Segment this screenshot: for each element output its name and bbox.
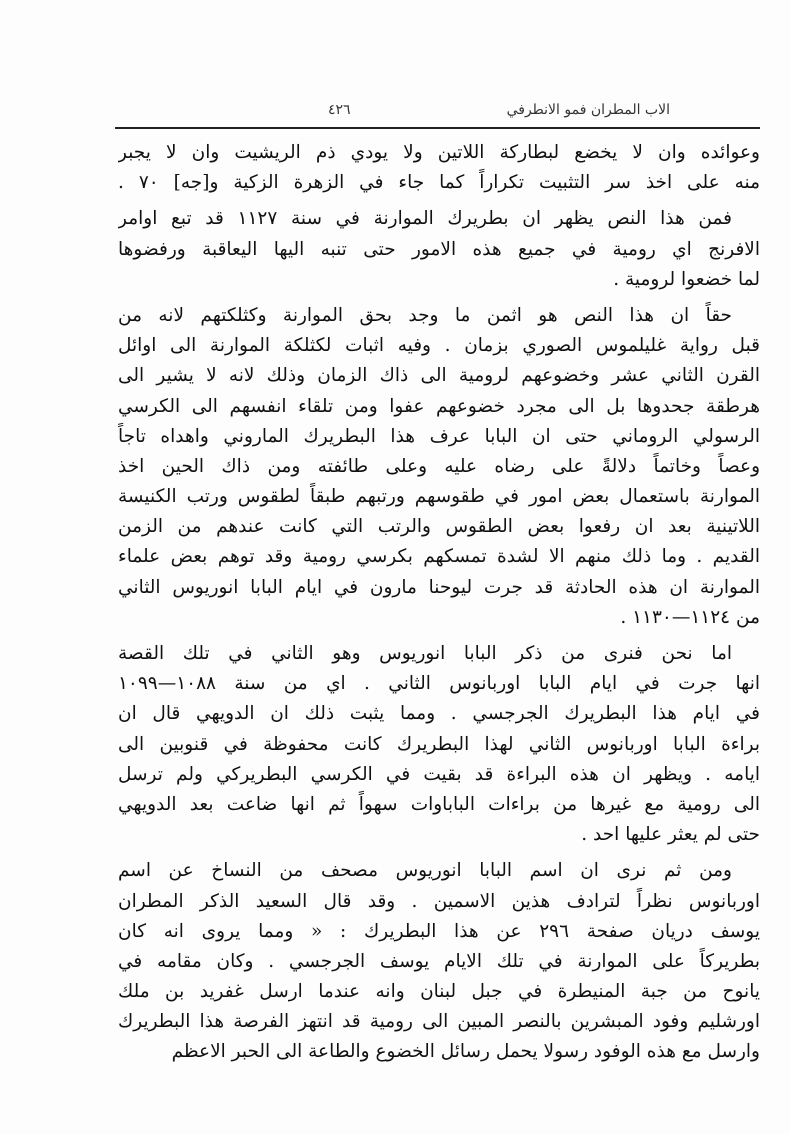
text-line: وعصاً وخاتماً دلالةً على رضاه عليه وعلى طائفته ومن ذاك الحين اخذ [118,455,760,477]
paragraph [118,856,760,1067]
text-line: قبل رواية غليلموس الصوري بزمان . وفيه اثبات لكثلكة الموارنة الى اوائل [118,335,760,357]
text-line: منه على اخذ سر التثبيت تكراراً كما جاء في الزهرة الزكية و[جه] ٧٠ . [118,172,760,194]
text-line: حقاً ان هذا النص هو اثمن ما وجد بحق الموارنة وكثلكتهم لانه من [118,304,732,326]
text-line: براءة البابا اوربانوس الثاني لهذا البطريرك كانت محفوظة في قنوبين الى [118,733,760,755]
paragraph [118,138,760,198]
text-line: حتى لم يعثر عليها احد . [581,824,760,846]
body-text [118,138,760,1074]
page-number: ٤٢٦ [328,102,351,118]
text-line: الرسولي الروماني حتى ان البابا عرف هذا البطريرك الماروني واهداه تاجاً [118,425,760,447]
text-line: من ١١٢٤—١١٣٠ . [620,606,760,628]
text-line: اما نحن فنرى من ذكر البابا انوريوس وهو الثاني في تلك القصة [118,643,732,664]
text-line: فمن هذا النص يظهر ان بطريرك الموارنة في سنة ١١٢٧ قد تبع اوامر [118,208,732,230]
running-title: الاب المطران فمو الانطرفي [506,102,670,118]
text-line: يانوح من جبة المنيطرة في جبل لبنان وانه عندما ارسل غفريد بن ملك [118,981,760,1003]
text-line: اللاتينية بعد ان رفعوا بعض الطقوس والرتب التي كانت عندهم من الزمن [118,516,760,538]
text-line: لما خضعوا لرومية . [613,268,760,290]
text-line: انها جرت في ايام البابا اوربانوس الثاني . اي من سنة ١٠٨٨—١٠٩٩ [118,673,760,695]
text-line: يوسف دريان صفحة ٢٩٦ عن هذا البطريرك : « ومما يروى انه كان [118,920,760,942]
text-line: القديم . وما ذلك منهم الا لشدة تمسكهم بكرسي رومية وقد توهم بعض علماء [118,546,760,568]
paragraph [118,204,760,295]
text-line: وارسل مع هذه الوفود رسولا يحمل رسائل الخضوع والطاعة الى الحبر الاعظم [171,1041,760,1063]
text-line: بطريركاً على الموارنة في تلك الايام يوسف الجرجسي . وكان مقامه في [118,950,760,972]
text-line: اورشليم وفود المبشرين بالنصر المبين الى رومية قد انتهز الفرصة هذا البطريرك [118,1011,760,1033]
paragraph [118,301,760,633]
text-line: ايامه . ويظهر ان هذه البراءة قد بقيت في الكرسي البطريركي ولم ترسل [118,763,760,785]
text-line: القرن الثاني عشر وخضوعهم لرومية الى ذاك الزمان وذلك لانه لا يشير الى [118,365,760,387]
text-line: هرطقة جحدوها بل الى مجرد خضوعهم عفوا ومن تلقاء انفسهم الى الكرسي [118,395,760,417]
text-line: الموارنة باستعمال بعض امور في طقوسهم ورتبهم طبقاً لطقوس ورتب الكنيسة [118,486,760,508]
text-line: الموارنة ان هذه الحادثة قد جرت ليوحنا مارون في ايام البابا انوريوس الثاني [118,576,760,598]
text-line: اوربانوس نظراً لترادف هذين الاسمين . وقد قال السعيد الذكر المطران [118,890,760,912]
paragraph [118,639,760,850]
text-line: وعوائده وان لا يخضع لبطاركة اللاتين ولا يودي ذم الريشيت وان لا يجبر [118,142,760,163]
text-line: ومن ثم نرى ان اسم البابا انوريوس مصحف من النساخ عن اسم [118,860,732,882]
text-line: في ايام هذا البطريرك الجرجسي . ومما يثبت ذلك ان الدويهي قال ان [118,703,760,725]
running-header [310,100,750,124]
header-rule [115,127,760,129]
text-line: الافرنج اي رومية في جميع هذه الامور حتى تنبه اليها اليعاقبة ورفضوها [118,238,760,260]
text-line: الى رومية مع غيرها من براءات الباباوات سهواً ثم انها ضاعت بعد الدويهي [118,793,760,815]
